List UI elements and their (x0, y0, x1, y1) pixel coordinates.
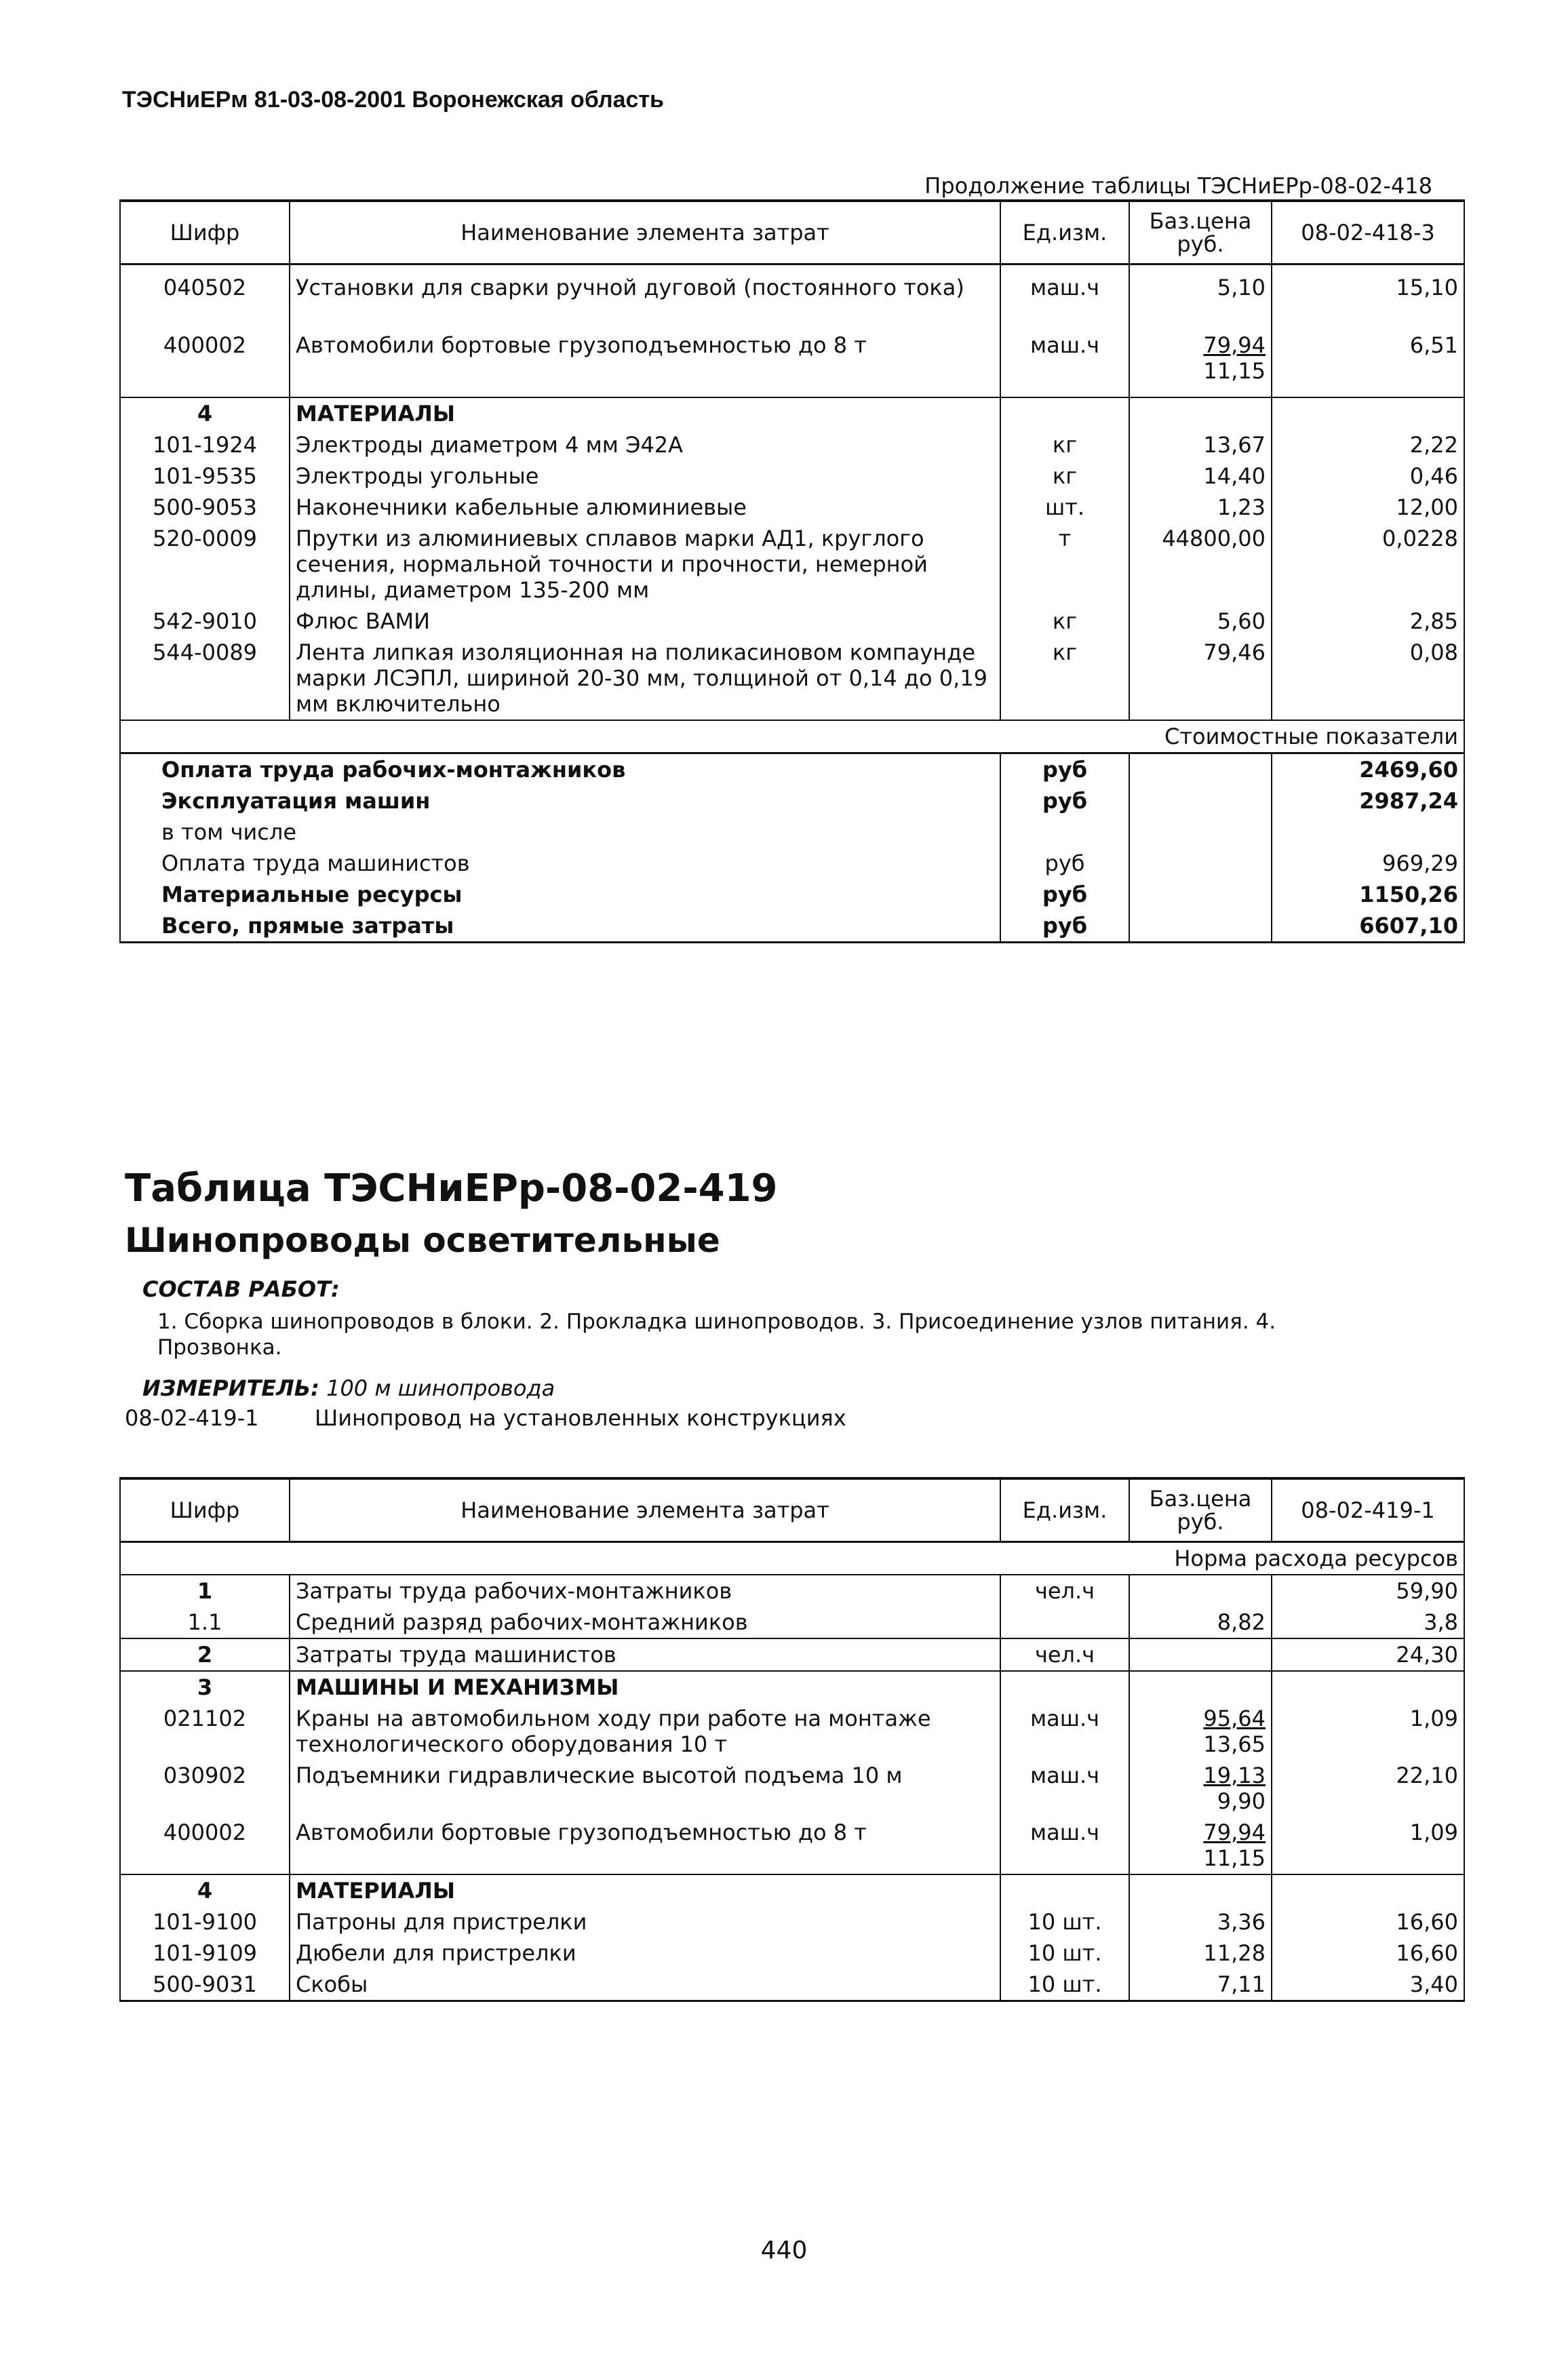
cell-name: Наконечники кабельные алюминиевые (290, 492, 1000, 523)
cell-price: 14,40 (1129, 460, 1272, 492)
cell-price: 79,46 (1129, 637, 1272, 720)
table-08-02-418 (119, 199, 1465, 943)
cost-unit: руб (1000, 910, 1129, 943)
cost-name: в том числе (120, 817, 1000, 848)
cell-name: Дюбели для пристрелки (290, 1938, 1000, 1969)
cell-code: 030902 (120, 1760, 290, 1817)
cell-unit: т (1000, 523, 1129, 606)
cell-name: Электроды угольные (290, 460, 1000, 492)
cost-value (1272, 817, 1464, 848)
table-row (120, 1906, 1464, 1938)
cost-unit: руб (1000, 879, 1129, 910)
table-row (120, 606, 1464, 637)
cost-name: Эксплуатация машин (120, 785, 1000, 817)
cell-price: 7,11 (1129, 1969, 1272, 2001)
continuation-note: Продолжение таблицы ТЭСНиЕРр-08-02-418 (924, 173, 1432, 199)
cell-code: 101-9109 (120, 1938, 290, 1969)
cost-name: Всего, прямые затраты (120, 910, 1000, 943)
table-row (120, 330, 1464, 397)
cell-value: 15,10 (1272, 264, 1464, 330)
price-wage: 11,15 (1203, 357, 1266, 384)
header-column: 08-02-418-3 (1272, 201, 1464, 264)
table-subtitle: Шинопроводы осветительные (125, 1221, 720, 1260)
cell-price (1129, 1760, 1272, 1817)
header-code: Шифр (120, 201, 290, 264)
cost-value: 969,29 (1272, 848, 1464, 879)
meter-line (142, 1375, 555, 1401)
cell-name: Автомобили бортовые грузоподъемностью до 8 т (290, 1817, 1000, 1874)
cell-price: 8,82 (1129, 1607, 1272, 1638)
cell-code: 1 (120, 1575, 290, 1607)
cell-code: 2 (120, 1638, 290, 1671)
document-header: ТЭСНиЕРм 81-03-08-2001 Воронежская область (122, 87, 664, 113)
cell-unit: кг (1000, 460, 1129, 492)
table-header-row (120, 201, 1464, 264)
cell-price: 11,28 (1129, 1938, 1272, 1969)
norm-label: Норма расхода ресурсов (120, 1542, 1464, 1575)
cell-price: 5,10 (1129, 264, 1272, 330)
cell-value: 22,10 (1272, 1760, 1464, 1817)
cell-value: 1,09 (1272, 1817, 1464, 1874)
cell-price: 5,60 (1129, 606, 1272, 637)
cell-unit: маш.ч (1000, 1760, 1129, 1817)
cell-code: 101-9100 (120, 1906, 290, 1938)
cell-value: 2,85 (1272, 606, 1464, 637)
cost-row (120, 785, 1464, 817)
cell-value: 24,30 (1272, 1638, 1464, 1671)
cell-value: 59,90 (1272, 1575, 1464, 1607)
cost-row (120, 879, 1464, 910)
cell-unit: шт. (1000, 492, 1129, 523)
cell-value: 0,08 (1272, 637, 1464, 720)
cost-row (120, 753, 1464, 785)
cost-row (120, 817, 1464, 848)
section-name: МАШИНЫ И МЕХАНИЗМЫ (290, 1671, 1000, 1703)
table-row (120, 637, 1464, 720)
meter-label: ИЗМЕРИТЕЛЬ: (142, 1375, 319, 1401)
page-number: 440 (760, 2237, 808, 2264)
cell-name: Краны на автомобильном ходу при работе на монтаже технологического оборудования 10 т (290, 1703, 1000, 1760)
cell-value: 3,8 (1272, 1607, 1464, 1638)
item-line (125, 1405, 846, 1431)
cell-value: 12,00 (1272, 492, 1464, 523)
cell-price: 1,23 (1129, 492, 1272, 523)
price-wage: 9,90 (1217, 1788, 1266, 1814)
table-row (120, 1703, 1464, 1760)
cell-code: 500-9053 (120, 492, 290, 523)
price-wage: 13,65 (1203, 1731, 1266, 1757)
cost-row (120, 848, 1464, 879)
cell-price (1129, 1817, 1272, 1874)
item-code: 08-02-419-1 (125, 1405, 259, 1431)
cell-unit: маш.ч (1000, 264, 1129, 330)
section-row (120, 1671, 1464, 1703)
table-header-row (120, 1478, 1464, 1542)
table-row (120, 1817, 1464, 1874)
cell-price: 3,36 (1129, 1906, 1272, 1938)
cell-unit: 10 шт. (1000, 1938, 1129, 1969)
table-title: Таблица ТЭСНиЕРр-08-02-419 (125, 1166, 778, 1211)
section-code: 3 (120, 1671, 290, 1703)
works-text: 1. Сборка шинопроводов в блоки. 2. Прокладка шинопроводов. 3. Присоединение узлов питания. 4. Прозвонка. (157, 1310, 1276, 1360)
price-main: 79,94 (1203, 1820, 1266, 1845)
cell-code: 1.1 (120, 1607, 290, 1638)
cell-value: 3,40 (1272, 1969, 1464, 2001)
cost-name: Материальные ресурсы (120, 879, 1000, 910)
cell-code: 544-0089 (120, 637, 290, 720)
table-row (120, 523, 1464, 606)
header-price: Баз.цена руб. (1129, 201, 1272, 264)
cost-label: Стоимостные показатели (120, 720, 1464, 753)
cell-value: 16,60 (1272, 1938, 1464, 1969)
cost-name: Оплата труда рабочих-монтажников (120, 753, 1000, 785)
section-code: 4 (120, 1874, 290, 1906)
cell-value: 2,22 (1272, 429, 1464, 460)
cost-value: 2987,24 (1272, 785, 1464, 817)
table-row (120, 1969, 1464, 2001)
cell-name: Электроды диаметром 4 мм Э42А (290, 429, 1000, 460)
cost-label-row (120, 720, 1464, 753)
cell-unit: кг (1000, 606, 1129, 637)
cost-unit: руб (1000, 753, 1129, 785)
section-name: МАТЕРИАЛЫ (290, 1874, 1000, 1906)
table-row (120, 1607, 1464, 1638)
cost-unit (1000, 817, 1129, 848)
header-code: Шифр (120, 1478, 290, 1542)
cell-code: 500-9031 (120, 1969, 290, 2001)
cost-value: 6607,10 (1272, 910, 1464, 943)
cell-price (1129, 330, 1272, 397)
cell-value: 1,09 (1272, 1703, 1464, 1760)
header-unit: Ед.изм. (1000, 1478, 1129, 1542)
cell-name: Подъемники гидравлические высотой подъема 10 м (290, 1760, 1000, 1817)
header-column: 08-02-419-1 (1272, 1478, 1464, 1542)
section-name: МАТЕРИАЛЫ (290, 397, 1000, 429)
norm-label-row (120, 1542, 1464, 1575)
section-code: 4 (120, 397, 290, 429)
cost-row (120, 910, 1464, 943)
table-row (120, 460, 1464, 492)
cell-code: 542-9010 (120, 606, 290, 637)
cell-value: 16,60 (1272, 1906, 1464, 1938)
cell-unit (1000, 1607, 1129, 1638)
cost-value: 2469,60 (1272, 753, 1464, 785)
cell-unit: маш.ч (1000, 1703, 1129, 1760)
price-main: 79,94 (1203, 332, 1266, 358)
cell-code: 101-1924 (120, 429, 290, 460)
cell-unit: кг (1000, 429, 1129, 460)
table-row (120, 1575, 1464, 1607)
header-name: Наименование элемента затрат (290, 1478, 1000, 1542)
cell-value: 0,46 (1272, 460, 1464, 492)
cell-name: Автомобили бортовые грузоподъемностью до 8 т (290, 330, 1000, 397)
cell-unit: 10 шт. (1000, 1906, 1129, 1938)
cell-price (1129, 1703, 1272, 1760)
cell-name: Скобы (290, 1969, 1000, 2001)
cost-unit: руб (1000, 848, 1129, 879)
cost-name: Оплата труда машинистов (120, 848, 1000, 879)
cell-name: Флюс ВАМИ (290, 606, 1000, 637)
cell-unit: чел.ч (1000, 1638, 1129, 1671)
cell-name: Патроны для пристрелки (290, 1906, 1000, 1938)
meter-text: 100 м шинопровода (326, 1375, 555, 1401)
cell-code: 400002 (120, 1817, 290, 1874)
table-row (120, 1638, 1464, 1671)
table-08-02-419 (119, 1477, 1465, 2002)
cell-code: 101-9535 (120, 460, 290, 492)
header-unit: Ед.изм. (1000, 201, 1129, 264)
cell-unit: маш.ч (1000, 1817, 1129, 1874)
section-row (120, 397, 1464, 429)
cell-unit: 10 шт. (1000, 1969, 1129, 2001)
header-name: Наименование элемента затрат (290, 201, 1000, 264)
cell-price: 13,67 (1129, 429, 1272, 460)
cell-name: Средний разряд рабочих-монтажников (290, 1607, 1000, 1638)
cost-value: 1150,26 (1272, 879, 1464, 910)
cell-value: 0,0228 (1272, 523, 1464, 606)
cell-name: Установки для сварки ручной дуговой (постоянного тока) (290, 264, 1000, 330)
table-row (120, 1938, 1464, 1969)
header-price: Баз.цена руб. (1129, 1478, 1272, 1542)
cell-name: Лента липкая изоляционная на поликасиновом компаунде марки ЛСЭПЛ, шириной 20-30 мм, толщиной от 0,14 до 0,19 мм включительно (290, 637, 1000, 720)
price-main: 95,64 (1203, 1706, 1266, 1731)
works-label: СОСТАВ РАБОТ: (142, 1276, 340, 1302)
cell-code: 520-0009 (120, 523, 290, 606)
cell-price: 44800,00 (1129, 523, 1272, 606)
cost-unit: руб (1000, 785, 1129, 817)
cell-price (1129, 1638, 1272, 1671)
table-row (120, 429, 1464, 460)
price-wage: 11,15 (1203, 1845, 1266, 1871)
cell-price (1129, 1575, 1272, 1607)
cell-value: 6,51 (1272, 330, 1464, 397)
table-row (120, 492, 1464, 523)
table-row (120, 1760, 1464, 1817)
cell-code: 021102 (120, 1703, 290, 1760)
cell-unit: чел.ч (1000, 1575, 1129, 1607)
cell-unit: маш.ч (1000, 330, 1129, 397)
cell-name: Затраты труда рабочих-монтажников (290, 1575, 1000, 1607)
table-row (120, 264, 1464, 330)
item-name: Шинопровод на установленных конструкциях (315, 1405, 846, 1431)
section-row (120, 1874, 1464, 1906)
price-main: 19,13 (1203, 1763, 1266, 1788)
cell-code: 400002 (120, 330, 290, 397)
cell-name: Затраты труда машинистов (290, 1638, 1000, 1671)
cell-code: 040502 (120, 264, 290, 330)
cell-unit: кг (1000, 637, 1129, 720)
cell-name: Прутки из алюминиевых сплавов марки АД1, круглого сечения, нормальной точности и прочности, немерной длины, диаметром 135-200 мм (290, 523, 1000, 606)
